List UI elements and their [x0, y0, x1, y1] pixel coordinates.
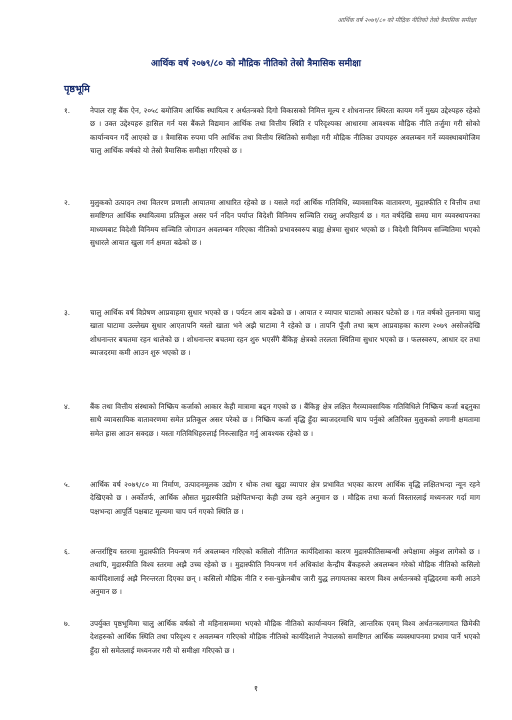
document-title: आर्थिक वर्ष २०७९/८० को मौद्रिक नीतिको तेस्रो त्रैमासिक समीक्षा [150, 59, 362, 69]
section-heading: पृष्ठभूमि [64, 84, 90, 95]
paragraph-number: ५. [64, 480, 71, 489]
paragraph-number: ४. [64, 402, 71, 411]
paragraph-number: ६. [64, 547, 71, 556]
paragraph-3 [64, 306, 480, 360]
paragraph-text: उपर्युक्त पृष्ठभूमिमा चालु आर्थिक वर्षको नौ महिनासम्ममा भएको मौद्रिक नीतिको कार्यान्वयन स्थिति, आन्तरिक एवम् विश्व अर्थतन्त्रलगायत छिमेकी देशहरुको आर्थिक स्थिति तथा परिदृश्य र अवलम्बन गरिएको मौद्रिक नीतिको कार्यदिशाले नेपालको समष्टिगत आर्थिक व्यवस्थापनमा प्रभाव पार्ने भएको हुँदा सो समेतलाई मध्यनजर गरी यो समीक्षा गरिएको छ । [90, 619, 480, 655]
paragraph-text: चालु आर्थिक वर्ष विप्रेषण आप्रवाहमा सुधार भएको छ । पर्यटन आय बढेको छ । आयात र व्यापार घाटाको आकार घटेको छ । गत वर्षको तुलनामा चालु खाता घाटामा उल्लेख्य सुधार आएतापनि यस्तो खाता भने अझै घाटामा नै रहेको छ । तापनि पूँजी तथा ऋण आप्रवाहका कारण २०७९ असोजदेखि शोधनान्तर बचतमा रहन थालेको छ । शोधनान्तर बचतमा रहन शुरु भएसँगै बैंकिङ्ग क्षेत्रको तरलता स्थितिमा सुधार भएको छ । फलस्वरुप, आधार दर तथा ब्याजदरमा कमी आउन शुरु भएको छ । [90, 308, 480, 358]
paragraph-text: आर्थिक वर्ष २०७९/८० मा निर्माण, उत्पादनमूलक उद्योग र थोक तथा खुद्रा व्यापार क्षेत्र प्रभावित भएका कारण आर्थिक वृद्धि लक्षितभन्दा न्यून रहने देखिएको छ । अर्कोतर्फ, आर्थिक औसत मुद्रास्फीति प्रक्षेपितभन्दा केही उच्च रहने अनुमान छ । मौद्रिक तथा कर्जा विस्तारलाई मध्यनजर गर्दा माग पक्षभन्दा आपूर्ति पक्षबाट मूल्यमा चाप पर्न गएको स्थिति छ । [90, 480, 480, 516]
paragraph-number: १. [64, 106, 71, 115]
paragraph-5 [64, 478, 480, 518]
running-header: आर्थिक वर्ष २०७९/८० को मौद्रिक नीतिको तेस्रो त्रैमासिक समीक्षा [337, 17, 476, 24]
paragraph-number: ७. [64, 619, 71, 628]
paragraph-4 [64, 400, 480, 440]
paragraph-number: २. [64, 198, 71, 207]
paragraph-text: बैंक तथा वित्तीय संस्थाको निष्क्रिय कर्जाको आकार केही मात्रामा बढ्न गएको छ । बैंकिङ्ग क्षेत्र लक्षित गैरव्यावसायिक गतिविधिले निष्क्रिय कर्जा बढ्नुका साथै व्यावसायिक वातावरणमा समेत प्रतिकूल असर परेको छ । निष्क्रिय कर्जा वृद्धि हुँदा ब्याजदरमाथि चाप पर्नुको अतिरिक्त मुलुकको लगानी क्षमतामा समेत ह्रास आउन सक्दछ । यस्ता गतिविधिहरुलाई निरुत्साहित गर्नु आवश्यक रहेको छ । [90, 402, 480, 438]
paragraph-7 [64, 617, 480, 657]
paragraph-2 [64, 196, 480, 250]
paragraph-text: मुलुकको उत्पादन तथा वितरण प्रणाली आयातमा आधारित रहेको छ । यसले गर्दा आर्थिक गतिविधि, व्यावसायिक वातावरण, मुद्रास्फीति र वित्तीय तथा समष्टिगत आर्थिक स्थायित्वमा प्रतिकूल असर पर्न नदिन पर्याप्त विदेशी विनिमय सञ्चिति राख्नु अपरिहार्य छ । गत वर्षदेखि समग्र माग व्यवस्थापनका माध्यमबाट विदेशी विनिमय सञ्चिति जोगाउन अवलम्बन गरिएका नीतिको प्रभावस्वरुप बाह्य क्षेत्रमा सुधार भएको छ । विदेशी विनिमय सञ्चितिमा भएको सुधारले आयात खुला गर्न क्षमता बढेको छ । [90, 198, 480, 248]
paragraph-6 [64, 545, 480, 599]
page-number: १ [253, 684, 259, 693]
paragraph-text: नेपाल राष्ट्र बैंक ऐन, २०५८ बमोजिम आर्थिक स्थायित्व र अर्थतन्त्रको दिगो विकासको निमित्त मूल्य र शोधनान्तर स्थिरता कायम गर्ने मुख्य उद्देश्यहरु रहेको छ । उक्त उद्देश्यहरु हासिल गर्न यस बैंकले विद्यमान आर्थिक तथा वित्तीय स्थिति र परिदृश्यका आधारमा आवश्यक मौद्रिक नीति तर्जुमा गरी सोको कार्यान्वयन गर्दै आएको छ । त्रैमासिक रुपमा पनि आर्थिक तथा वित्तीय स्थितिको समीक्षा गरी मौद्रिक नीतिका उपायहरु अवलम्बन गर्ने व्यवस्थाबमोजिम चालु आर्थिक वर्षको यो तेस्रो त्रैमासिक समीक्षा गरिएको छ । [90, 106, 480, 156]
paragraph-number: ३. [64, 308, 71, 317]
paragraph-text: अन्तर्राष्ट्रिय स्तरमा मुद्रास्फीति नियन्त्रण गर्न अवलम्बन गरिएको कसिलो नीतिगत कार्यदिशाका कारण मुद्रास्फीतिसम्बन्धी अपेक्षामा अंकुश लागेको छ । तथापि, मुद्रास्फीति विश्व स्तरमा अझै उच्च रहेको छ । मुद्रास्फीति नियन्त्रण गर्न अधिकांश केन्द्रीय बैंकहरुले अवलम्बन गरेको मौद्रिक नीतिको कसिलो कार्यदिशालाई अझै निरन्तरता दिएका छन् । कसिलो मौद्रिक नीति र रुस-युक्रेनबीच जारी युद्ध लगायतका कारण विश्व अर्थतन्त्रको वृद्धिदरमा कमी आउने अनुमान छ । [90, 547, 480, 597]
paragraph-1 [64, 104, 480, 158]
